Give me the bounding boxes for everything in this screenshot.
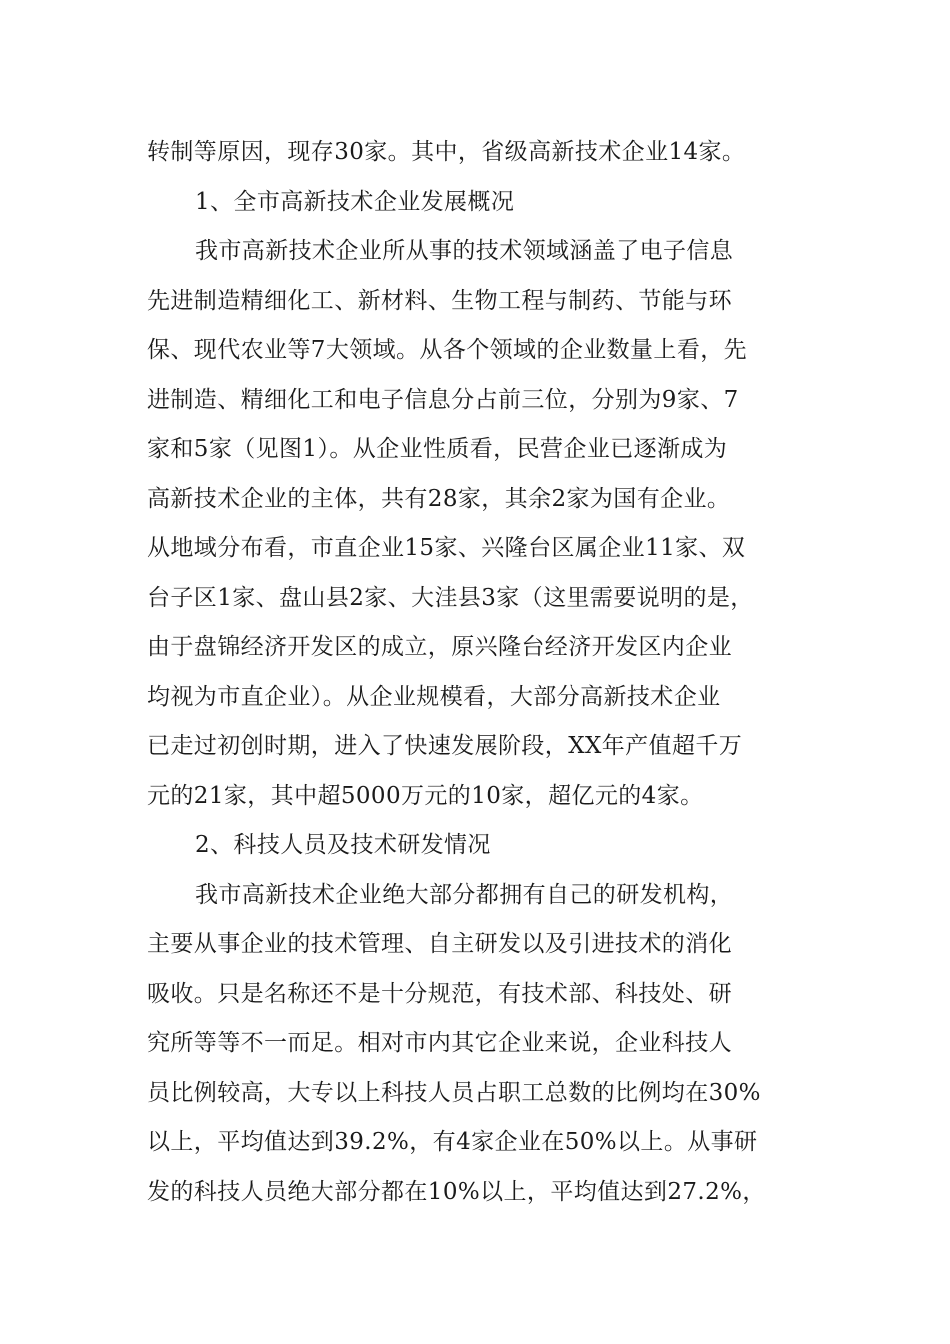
text-line: 究所等等不一而足。相对市内其它企业来说，企业科技人	[147, 1030, 732, 1056]
text-line: 先进制造精细化工、新材料、生物工程与制药、节能与环	[147, 287, 732, 314]
text-line: 员比例较高，大专以上科技人员占职工总数的比例均在30%	[147, 1079, 761, 1106]
text-line: 由于盘锦经济开发区的成立，原兴隆台经济开发区内企业	[147, 634, 732, 660]
text-line: 转制等原因，现存30家。其中，省级高新技术企业14家。	[147, 139, 746, 165]
text-line: 保、现代农业等7大领域。从各个领域的企业数量上看，先	[147, 337, 748, 363]
text-line: 我市高新技术企业所从事的技术领域涵盖了电子信息	[195, 238, 734, 264]
text-line: 我市高新技术企业绝大部分都拥有自己的研发机构，	[195, 881, 734, 908]
text-line: 主要从事企业的技术管理、自主研发以及引进技术的消化	[147, 931, 732, 957]
text-line: 均视为市直企业）。从企业规模看，大部分高新技术企业	[147, 683, 721, 710]
text-line: 高新技术企业的主体，共有28家，其余2家为国有企业。	[147, 485, 731, 512]
text-line: 台子区1家、盘山县2家、大洼县3家（这里需要说明的是，	[147, 584, 754, 611]
document-body	[147, 128, 807, 1217]
text-line: 进制造、精细化工和电子信息分占前三位，分别为9家、7	[147, 386, 739, 413]
text-line: 从地域分布看，市直企业15家、兴隆台区属企业11家、双	[147, 535, 746, 561]
text-line: 发的科技人员绝大部分都在10%以上，平均值达到27.2%，	[147, 1178, 766, 1205]
text-line: 元的21家，其中超5000万元的10家，超亿元的4家。	[147, 782, 704, 809]
section-heading: 1、全市高新技术企业发展概况	[195, 188, 515, 215]
section-heading: 2、科技人员及技术研发情况	[195, 832, 491, 858]
text-line: 吸收。只是名称还不是十分规范，有技术部、科技处、研	[147, 980, 732, 1007]
text-line: 家和5家（见图1）。从企业性质看，民营企业已逐渐成为	[147, 436, 728, 462]
text-line: 已走过初创时期，进入了快速发展阶段，XX年产值超千万	[147, 733, 743, 759]
text-line: 以上，平均值达到39.2%，有4家企业在50%以上。从事研	[147, 1129, 758, 1155]
